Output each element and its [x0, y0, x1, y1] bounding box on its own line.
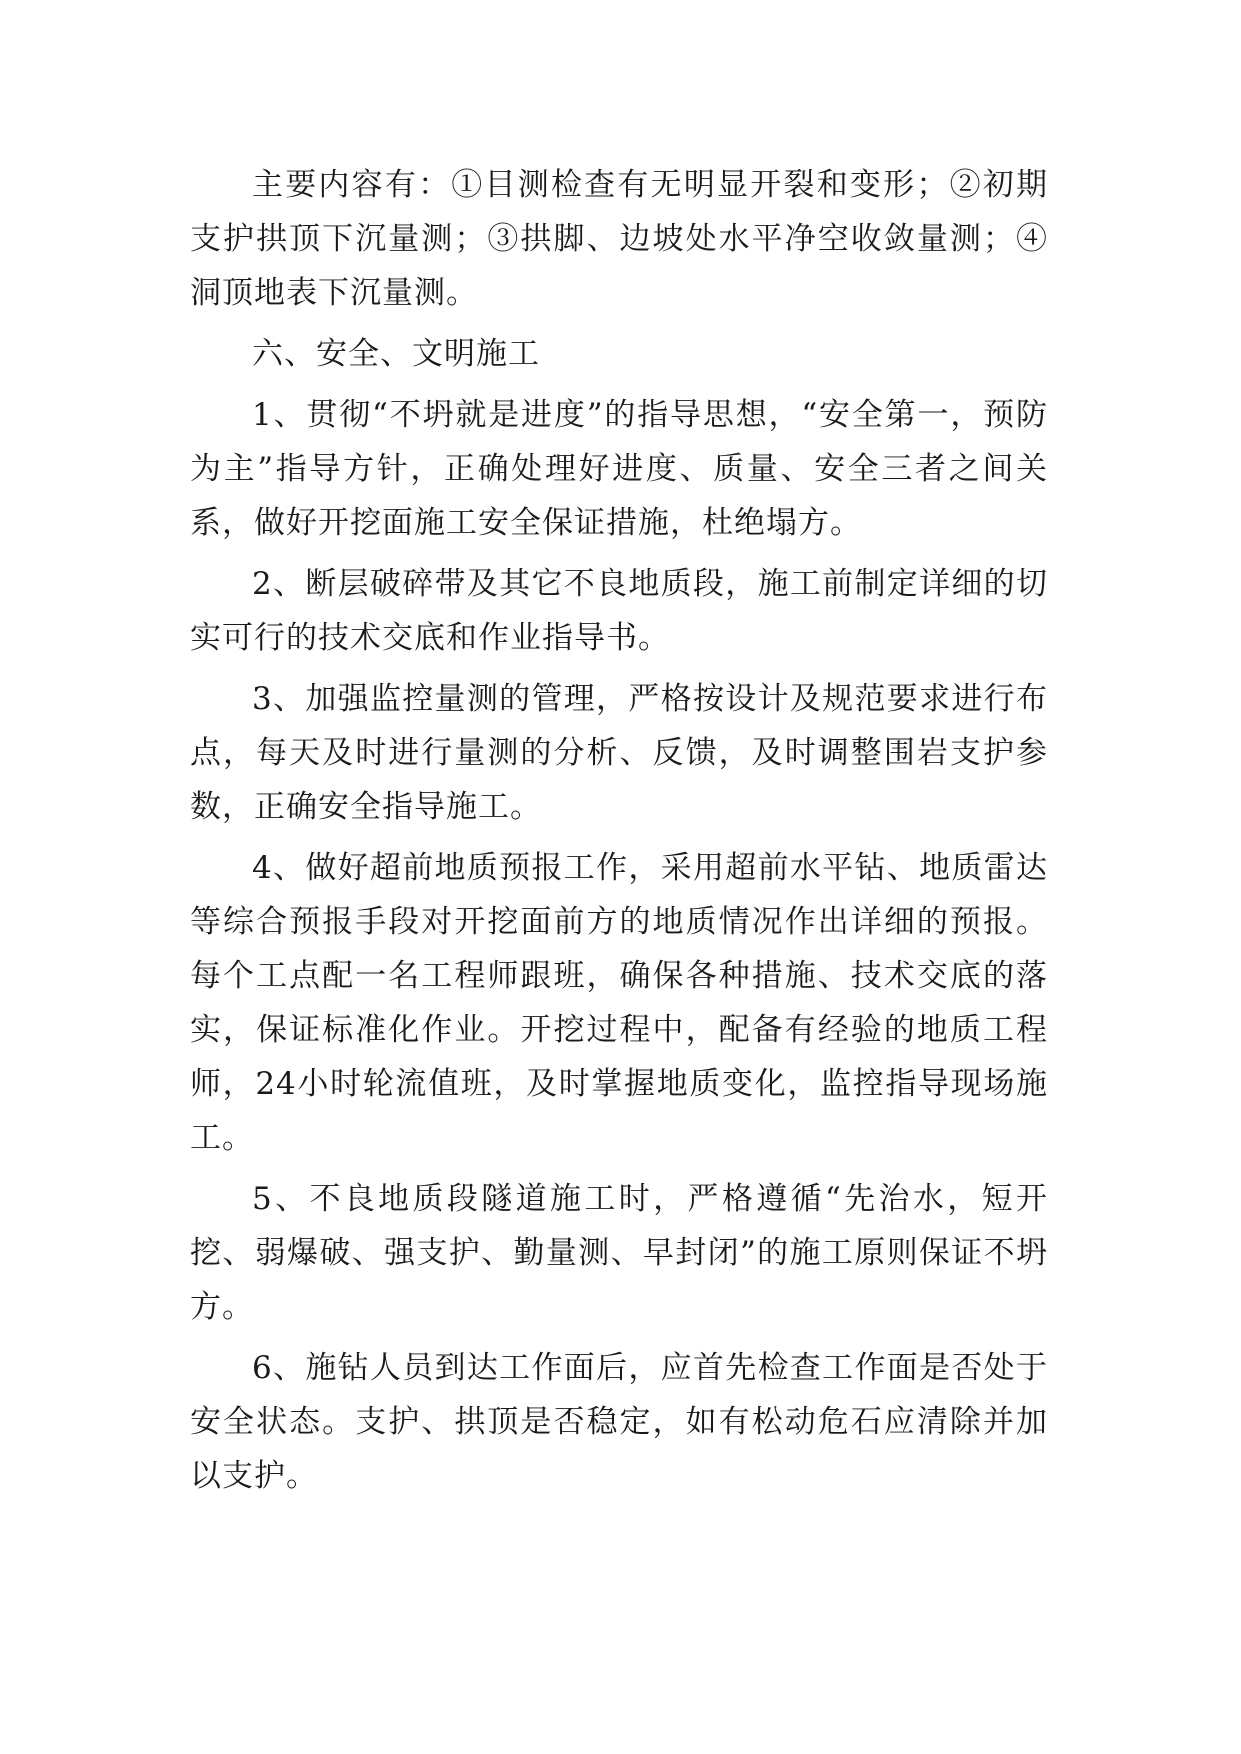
paragraph-item-2: 2、断层破碎带及其它不良地质段，施工前制定详细的切实可行的技术交底和作业指导书。	[190, 566, 1048, 656]
paragraph-item-5: 5、不良地质段隧道施工时，严格遵循“先治水，短开挖、弱爆破、强支护、勤量测、早封闭”的施工原则保证不坍方。	[190, 1181, 1048, 1325]
paragraph-item-3: 3、加强监控量测的管理，严格按设计及规范要求进行布点，每天及时进行量测的分析、反馈，及时调整围岩支护参数，正确安全指导施工。	[190, 681, 1048, 825]
document-page	[190, 158, 1048, 1503]
section-heading-safety: 六、安全、文明施工	[252, 336, 540, 372]
paragraph-item-1: 1、贯彻“不坍就是进度”的指导思想，“安全第一，预防为主”指导方针，正确处理好进度、质量、安全三者之间关系，做好开挖面施工安全保证措施，杜绝塌方。	[190, 397, 1048, 541]
paragraph-monitoring-content: 主要内容有：①目测检查有无明显开裂和变形；②初期支护拱顶下沉量测；③拱脚、边坡处水平净空收敛量测；④洞顶地表下沉量测。	[190, 167, 1048, 311]
paragraph-item-4: 4、做好超前地质预报工作，采用超前水平钻、地质雷达等综合预报手段对开挖面前方的地质情况作出详细的预报。每个工点配一名工程师跟班，确保各种措施、技术交底的落实，保证标准化作业。开挖过程中，配备有经验的地质工程师，24小时轮流值班，及时掌握地质变化，监控指导现场施工。	[190, 850, 1048, 1156]
paragraph-item-6: 6、施钻人员到达工作面后，应首先检查工作面是否处于安全状态。支护、拱顶是否稳定，如有松动危石应清除并加以支护。	[190, 1350, 1048, 1494]
